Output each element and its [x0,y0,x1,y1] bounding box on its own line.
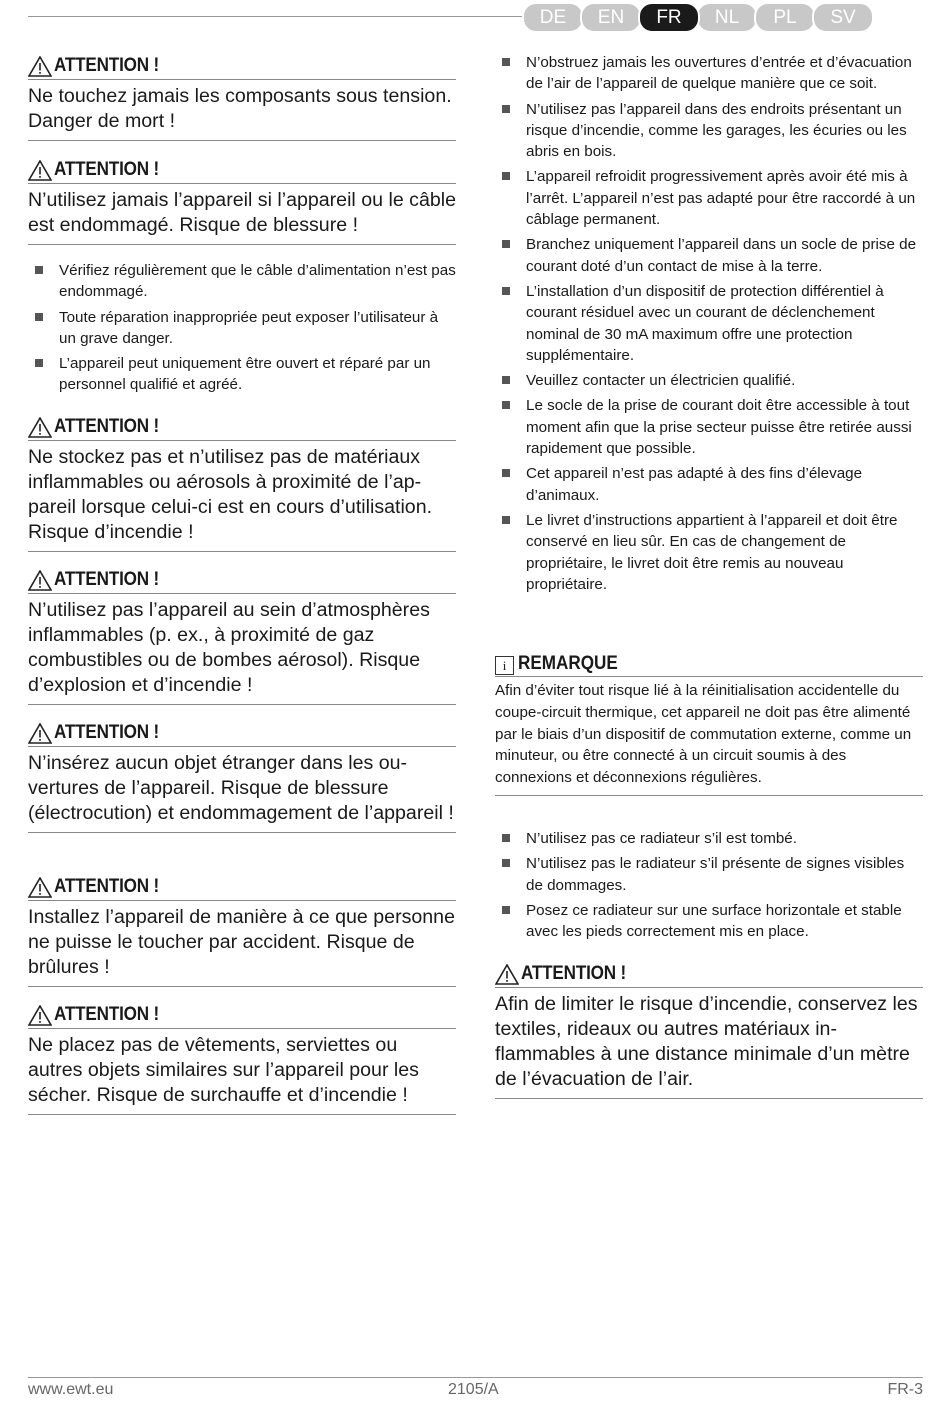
warning-title: ATTENTION ! [54,876,160,897]
warning-icon [28,417,52,438]
warning-block [28,1004,456,1115]
list-item: Toute réparation inappropriée peut exposer l’utilisateur à un grave danger. [28,307,456,350]
warning-icon [28,1005,52,1026]
warning-icon [28,56,52,77]
warning-icon [495,964,519,985]
list-item: Le livret d’instructions appartient à l’appareil et doit être conservé en lieu sûr. En cas de changement de propriétaire, le livret doit être remis au nouveau propriétaire. [495,510,923,595]
list-item: L’appareil refroidit progressivement après avoir été mis à l’arrêt. L’appareil n’est pas adapté pour être raccordé à un câblage permanent. [495,166,923,230]
warning-title: ATTENTION ! [54,159,160,180]
footer-website[interactable]: www.ewt.eu [28,1381,114,1398]
lang-tab-de[interactable]: DE [522,2,584,33]
language-tabs [522,2,870,33]
lang-tab-pl[interactable]: PL [754,2,816,33]
warning-icon [28,160,52,181]
list-item: Branchez uniquement l’appareil dans un socle de prise de courant doté d’un contact de mise à la terre. [495,234,923,277]
warning-text: Installez l’appareil de manière à ce que personne ne puisse le toucher par accident. Risque de brûlures ! [28,900,456,987]
list-item: N’utilisez pas l’appareil dans des endroits présentant un risque d’incendie, comme les garages, les écuries ou les abris en bois. [495,99,923,163]
warning-title: ATTENTION ! [54,569,160,590]
warning-icon [28,877,52,898]
list-item: N’obstruez jamais les ouvertures d’entrée et d’évacuation de l’air de l’appareil de quelque manière que ce soit. [495,52,923,95]
list-item: N’utilisez pas le radiateur s’il présente de signes visibles de dommages. [495,853,923,896]
warning-title: ATTENTION ! [54,1004,160,1025]
warning-text: Afin de limiter le risque d’incendie, conservez les textiles, rideaux ou autres matériaux inflammables à une distance minimale d’un mètre de l’évacuation de l’air. [495,987,923,1099]
footer-page-number: FR-3 [887,1381,923,1398]
warning-block [28,722,456,833]
warning-text: N’insérez aucun objet étranger dans les ouvertures de l’appareil. Risque de blessure (électrocution) et endommagement de l’appareil ! [28,746,456,833]
list-item: Cet appareil n’est pas adapté à des fins d’élevage d’animaux. [495,463,923,506]
list-item: Veuillez contacter un électricien qualifié. [495,370,923,391]
note-text: Afin d’éviter tout risque lié à la réinitialisation accidentelle du coupe-circuit thermique, cet appareil ne doit pas être alimenté par le biais d’un dispositif de commutation externe, comme un minuteur, ou être connecté à un circuit soumis à des connexions et déconnexions régulières. [495,676,923,796]
bullet-list [495,828,923,946]
list-item: Le socle de la prise de courant doit être accessible à tout moment afin que la prise secteur puisse être retirée aussi rapidement que possible. [495,395,923,459]
info-icon: i [495,656,514,675]
warning-block [495,963,923,1099]
warning-title: ATTENTION ! [54,722,160,743]
warning-text: Ne stockez pas et n’utilisez pas de matériaux inflammables ou aérosols à proximité de l’appareil lorsque celui-ci est en cours d’utilisation. Risque d’incendie ! [28,440,456,552]
footer-rule [28,1377,923,1378]
warning-title: ATTENTION ! [54,416,160,437]
warning-text: N’utilisez pas l’appareil au sein d’atmosphères inflammables (p. ex., à proximité de gaz combustibles ou de bombes aérosol). Risque d’explosion et d’incendie ! [28,593,456,705]
warning-block [28,55,456,141]
list-item: L’appareil peut uniquement être ouvert et réparé par un personnel qualifié et agréé. [28,353,456,396]
list-item: Vérifiez régulièrement que le câble d’alimentation n’est pas endommagé. [28,260,456,303]
bullet-list [28,260,456,400]
note-block [495,653,923,796]
warning-block [28,569,456,705]
lang-tab-en[interactable]: EN [580,2,642,33]
list-item: N’utilisez pas ce radiateur s’il est tombé. [495,828,923,849]
header-rule [28,16,528,17]
note-title: REMARQUE [518,653,618,674]
list-item: Posez ce radiateur sur une surface horizontale et stable avec les pieds correctement mis en place. [495,900,923,943]
lang-tab-sv[interactable]: SV [812,2,874,33]
lang-tab-fr[interactable]: FR [638,2,700,33]
footer-doc-code: 2105/A [448,1381,499,1398]
warning-block [28,416,456,552]
list-item: L’installation d’un dispositif de protection différentiel à courant résiduel avec un courant de déclenchement nominal de 30 mA maximum offre une protection supplémentaire. [495,281,923,366]
warning-text: Ne placez pas de vêtements, serviettes ou autres objets similaires sur l’appareil pour les sécher. Risque de surchauffe et d’incendie ! [28,1028,456,1115]
warning-block [28,159,456,245]
bullet-list [495,52,923,599]
lang-tab-nl[interactable]: NL [696,2,758,33]
warning-block [28,876,456,987]
warning-text: Ne touchez jamais les composants sous tension. Danger de mort ! [28,79,456,141]
warning-icon [28,723,52,744]
warning-text: N’utilisez jamais l’appareil si l’appareil ou le câble est endommagé. Risque de blessure ! [28,183,456,245]
warning-title: ATTENTION ! [54,55,160,76]
warning-title: ATTENTION ! [521,963,627,984]
warning-icon [28,570,52,591]
